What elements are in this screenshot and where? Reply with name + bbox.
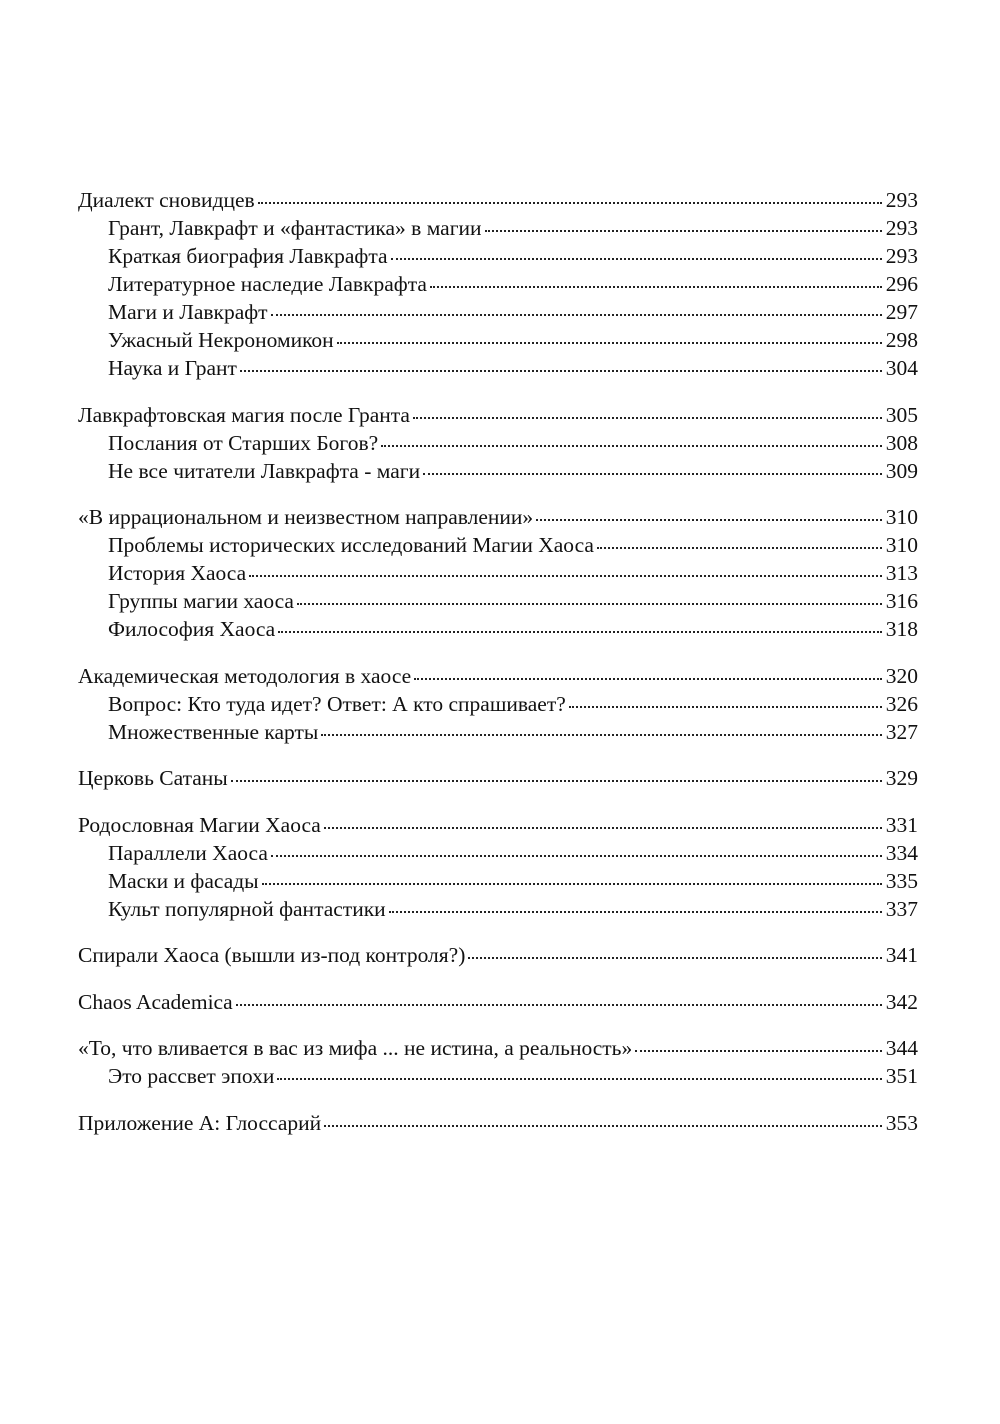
toc-subentry[interactable] <box>78 531 918 559</box>
toc-subentry-page-number: 337 <box>885 896 918 921</box>
toc-entry-page-number: 329 <box>885 766 918 790</box>
toc-entry-page-number: 341 <box>885 943 918 967</box>
toc-subentry[interactable] <box>78 298 918 326</box>
toc-section <box>78 941 918 969</box>
dot-leader <box>258 202 882 204</box>
dot-leader <box>413 417 882 419</box>
toc-section <box>78 988 918 1016</box>
toc-subentry-page-number: 334 <box>885 840 918 865</box>
toc-entry-page-number: 344 <box>885 1036 918 1060</box>
toc-subentry[interactable] <box>78 587 918 615</box>
table-of-contents <box>78 186 918 1155</box>
dot-leader <box>236 1004 882 1006</box>
toc-entry[interactable] <box>78 662 918 690</box>
toc-entry[interactable] <box>78 1034 918 1062</box>
dot-leader <box>536 519 882 521</box>
toc-entry[interactable] <box>78 941 918 969</box>
toc-entry[interactable] <box>78 988 918 1016</box>
dot-leader <box>262 883 882 885</box>
toc-entry-title: «В иррациональном и неизвестном направлении» <box>78 505 534 529</box>
dot-leader <box>324 1125 882 1127</box>
toc-subentry-title: Философия Хаоса <box>108 617 276 641</box>
toc-subentry[interactable] <box>78 559 918 587</box>
toc-subentry-page-number: 304 <box>885 356 918 380</box>
toc-entry-title: «То, что вливается в вас из мифа ... не истина, а реальность» <box>78 1036 633 1060</box>
toc-subentry-title: Не все читатели Лавкрафта - маги <box>108 458 421 483</box>
toc-entry-page-number: 320 <box>885 663 918 688</box>
dot-leader <box>324 827 882 829</box>
toc-entry-title: Chaos Academica <box>78 989 233 1014</box>
toc-subentry-page-number: 316 <box>885 589 918 613</box>
toc-subentry-title: Параллели Хаоса <box>108 840 268 865</box>
toc-subentry[interactable] <box>78 615 918 643</box>
dot-leader <box>278 631 882 633</box>
dot-leader <box>597 547 882 549</box>
dot-leader <box>430 286 882 288</box>
toc-subentry[interactable] <box>78 718 918 746</box>
toc-section <box>78 401 918 485</box>
toc-section <box>78 1034 918 1090</box>
toc-subentry-title: История Хаоса <box>108 561 247 585</box>
dot-leader <box>391 258 882 260</box>
toc-entry[interactable] <box>78 811 918 839</box>
toc-section <box>78 764 918 792</box>
toc-entry-page-number: 293 <box>885 188 918 212</box>
toc-entry-title: Родословная Магии Хаоса <box>78 812 321 837</box>
dot-leader <box>240 370 882 372</box>
toc-entry-page-number: 342 <box>885 989 918 1014</box>
toc-entry-title: Лавкрафтовская магия после Гранта <box>78 402 410 427</box>
toc-entry-page-number: 331 <box>885 812 918 837</box>
toc-entry[interactable] <box>78 401 918 429</box>
toc-entry-page-number: 310 <box>885 505 918 529</box>
toc-subentry-page-number: 308 <box>885 430 918 455</box>
toc-entry-title: Академическая методология в хаосе <box>78 663 412 688</box>
dot-leader <box>297 603 882 605</box>
toc-subentry-title: Маски и фасады <box>108 868 259 893</box>
toc-subentry-title: Литературное наследие Лавкрафта <box>108 272 427 296</box>
dot-leader <box>389 911 882 913</box>
toc-subentry-title: Культ популярной фантастики <box>108 896 386 921</box>
toc-entry-title: Диалект сновидцев <box>78 188 255 212</box>
toc-section <box>78 1109 918 1137</box>
toc-subentry-title: Группы магии хаоса <box>108 589 294 613</box>
dot-leader <box>569 706 882 708</box>
toc-subentry-title: Послания от Старших Богов? <box>108 430 379 455</box>
toc-entry-page-number: 305 <box>885 402 918 427</box>
toc-entry[interactable] <box>78 503 918 531</box>
toc-section <box>78 186 918 382</box>
toc-subentry-title: Вопрос: Кто туда идет? Ответ: А кто спрашивает? <box>108 691 566 716</box>
toc-subentry-page-number: 293 <box>885 244 918 268</box>
dot-leader <box>485 230 882 232</box>
toc-subentry-title: Маги и Лавкрафт <box>108 300 268 324</box>
dot-leader <box>423 473 882 475</box>
toc-section <box>78 503 918 643</box>
toc-entry-title: Спирали Хаоса (вышли из-под контроля?) <box>78 943 466 967</box>
toc-entry-title: Церковь Сатаны <box>78 766 228 790</box>
toc-entry-title: Приложение А: Глоссарий <box>78 1110 322 1135</box>
toc-subentry-title: Наука и Грант <box>108 356 237 380</box>
toc-subentry-title: Проблемы исторических исследований Магии Хаоса <box>108 533 594 557</box>
dot-leader <box>381 445 882 447</box>
toc-subentry[interactable] <box>78 354 918 382</box>
dot-leader <box>321 734 881 736</box>
toc-subentry-page-number: 335 <box>885 868 918 893</box>
toc-subentry-title: Краткая биография Лавкрафта <box>108 244 388 268</box>
toc-subentry-title: Это рассвет эпохи <box>108 1064 275 1088</box>
toc-subentry[interactable] <box>78 242 918 270</box>
toc-subentry[interactable] <box>78 214 918 242</box>
toc-subentry[interactable] <box>78 867 918 895</box>
toc-subentry-title: Грант, Лавкрафт и «фантастика» в магии <box>108 216 482 240</box>
toc-subentry-page-number: 326 <box>885 691 918 716</box>
toc-subentry-title: Ужасный Некрономикон <box>108 328 334 352</box>
toc-subentry[interactable] <box>78 326 918 354</box>
toc-subentry-page-number: 351 <box>885 1064 918 1088</box>
dot-leader <box>635 1050 882 1052</box>
toc-entry-page-number: 353 <box>885 1110 918 1135</box>
toc-subentry[interactable] <box>78 429 918 457</box>
toc-entry[interactable] <box>78 186 918 214</box>
toc-subentry-page-number: 293 <box>885 216 918 240</box>
toc-subentry[interactable] <box>78 895 918 923</box>
dot-leader <box>249 575 882 577</box>
dot-leader <box>271 314 882 316</box>
dot-leader <box>277 1078 881 1080</box>
dot-leader <box>231 780 882 782</box>
toc-section <box>78 662 918 746</box>
toc-subentry-page-number: 297 <box>885 300 918 324</box>
toc-subentry[interactable] <box>78 457 918 485</box>
toc-subentry[interactable] <box>78 690 918 718</box>
dot-leader <box>468 957 881 959</box>
toc-subentry-page-number: 298 <box>885 328 918 352</box>
dot-leader <box>337 342 882 344</box>
toc-section <box>78 811 918 923</box>
toc-subentry-page-number: 310 <box>885 533 918 557</box>
toc-subentry[interactable] <box>78 270 918 298</box>
toc-subentry-title: Множественные карты <box>108 719 319 744</box>
toc-subentry-page-number: 318 <box>885 617 918 641</box>
toc-subentry-page-number: 327 <box>885 719 918 744</box>
toc-subentry-page-number: 296 <box>885 272 918 296</box>
toc-subentry[interactable] <box>78 1062 918 1090</box>
toc-entry[interactable] <box>78 764 918 792</box>
toc-subentry-page-number: 313 <box>885 561 918 585</box>
toc-entry[interactable] <box>78 1109 918 1137</box>
toc-subentry[interactable] <box>78 839 918 867</box>
dot-leader <box>414 678 882 680</box>
dot-leader <box>271 855 882 857</box>
toc-subentry-page-number: 309 <box>885 458 918 483</box>
